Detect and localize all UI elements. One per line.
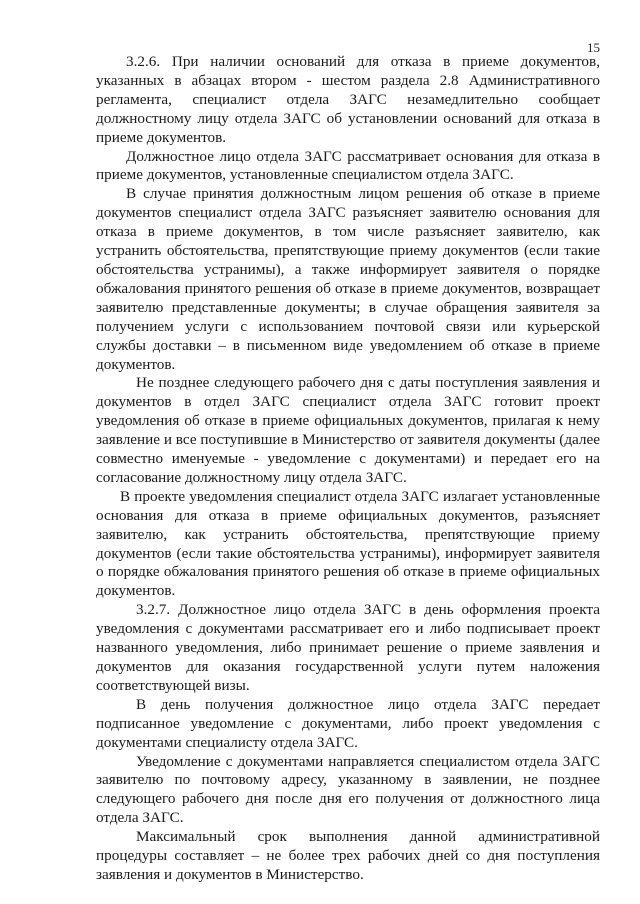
- paragraph-transfer: В день получения должностное лицо отдела ЗАГС передает подписанное уведомление с документами, либо проект уведомления с документами специалисту отдела ЗАГС.: [96, 695, 600, 751]
- paragraph-notice-draft: Не позднее следующего рабочего дня с даты поступления заявления и документов в отдел ЗАГС специалист отдела ЗАГС готовит проект уведомления об отказе в приеме официальных документов, прилагая к нему заявление и все поступившие в Министерство от заявителя документы (далее совместно именуемые - уведомление с документами) и передает его на согласование должностному лицу отдела ЗАГС.: [96, 374, 600, 486]
- paragraph-mailing: Уведомление с документами направляется специалистом отдела ЗАГС заявителю по почтовому адресу, указанному в заявлении, не позднее следующего рабочего дня после дня его получения от должностного лица отдела ЗАГС.: [96, 752, 600, 827]
- paragraph-notice-content: В проекте уведомления специалист отдела ЗАГС излагает установленные основания для отказа в приеме официальных документов, разъясняет заявителю, как устранить обстоятельства, препятствующие приему документов (если такие обстоятельства устранимы), информирует заявителя о порядке обжалования принятого решения об отказе в приеме официальных документов.: [96, 487, 600, 600]
- paragraph-3-2-6: 3.2.6. При наличии оснований для отказа в приеме документов, указанных в абзацах втором - шестом раздела 2.8 Административного регламента, специалист отдела ЗАГС незамедлительно сообщает должностному лицу отдела ЗАГС об установлении оснований для отказа в приеме документов.: [96, 53, 600, 146]
- paragraph-refusal-decision: В случае принятия должностным лицом решения об отказе в приеме документов специалист отдела ЗАГС разъясняет заявителю основания для отказа в приеме документов, в том числе разъясняет заявителю, как устранить обстоятельства, препятствующие приему документов (если такие обстоятельства устранимы), а также информирует заявителя о порядке обжалования принятого решения об отказе в приеме документов, возвращает заявителю представленные документы; в случае обращения заявителя за получением услуги с использованием почтовой связи или курьерской службы доставки – в письменном виде уведомлением об отказе в приеме документов.: [96, 185, 600, 373]
- page-number: 15: [587, 40, 600, 55]
- paragraph-review-grounds: Должностное лицо отдела ЗАГС рассматривает основания для отказа в приеме документов, установленные специалистом отдела ЗАГС.: [96, 147, 600, 184]
- paragraph-3-2-7: 3.2.7. Должностное лицо отдела ЗАГС в день оформления проекта уведомления с документами рассматривает его и либо подписывает проект названного уведомления, либо принимает решение о приеме заявления и документов для оказания государственной услуги путем наложения соответствующей визы.: [96, 601, 600, 694]
- document-body: [96, 40, 600, 885]
- paragraph-max-term: Максимальный срок выполнения данной административной процедуры составляет – не более трех рабочих дней со дня поступления заявления и документов в Министерство.: [96, 828, 600, 883]
